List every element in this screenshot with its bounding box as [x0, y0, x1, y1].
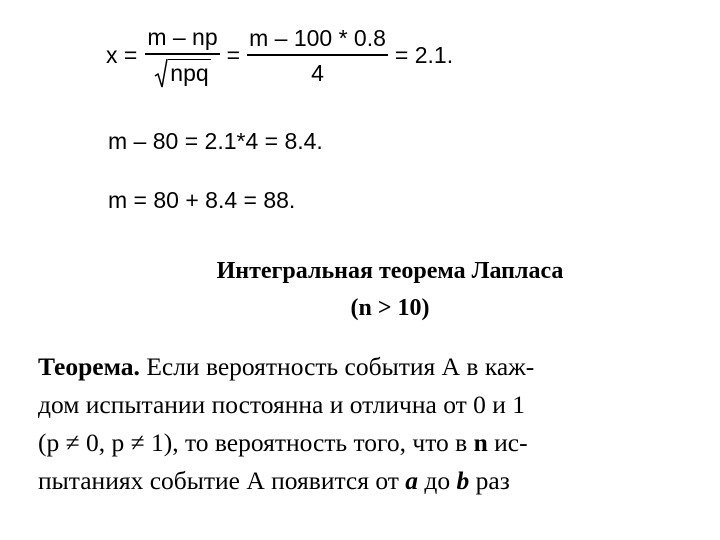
formula-result: = 2.1.: [394, 42, 454, 69]
variable-a: a: [405, 466, 419, 495]
section-heading: Интегральная теорема Лапласа: [216, 258, 564, 284]
fraction-numerator: m – np: [147, 24, 218, 50]
paragraph-text: (p ≠ 0, p ≠ 1), то вероятность того, что в: [38, 428, 474, 457]
formula-lhs: x =: [106, 42, 138, 69]
paragraph-line: [38, 424, 688, 462]
paragraph-line: дом испытании постоянна и отлична от 0 и 1: [38, 390, 526, 419]
paragraph-text: ис-: [487, 428, 528, 457]
section-heading-condition: (n > 10): [350, 295, 430, 321]
variable-n: n: [473, 428, 488, 457]
paragraph-text: до: [418, 466, 457, 495]
equals-sign: =: [226, 42, 241, 69]
equation-line: m = 80 + 8.4 = 88.: [108, 187, 296, 213]
paragraph-line: [38, 348, 688, 386]
theorem-label: Теорема.: [38, 352, 140, 381]
paragraph-text: пытаниях событие А появится от: [38, 466, 406, 495]
square-root-icon: [154, 58, 168, 88]
fraction-denominator: [154, 55, 210, 88]
paragraph-text: раз: [469, 466, 510, 495]
paragraph-text: Если вероятность события А в каж-: [139, 352, 535, 381]
fraction-numerator: m – 100 * 0.8: [249, 25, 386, 51]
equation-line: m – 80 = 2.1*4 = 8.4.: [108, 128, 323, 154]
fraction-denominator: 4: [311, 59, 324, 86]
theorem-paragraph: [38, 348, 688, 500]
laplace-formula: [106, 24, 460, 88]
fraction-substituted: [247, 25, 388, 87]
variable-b: b: [456, 466, 470, 495]
fraction-standardized: [145, 24, 219, 88]
paragraph-line: [38, 462, 688, 500]
sqrt-radicand: npq: [170, 60, 209, 86]
